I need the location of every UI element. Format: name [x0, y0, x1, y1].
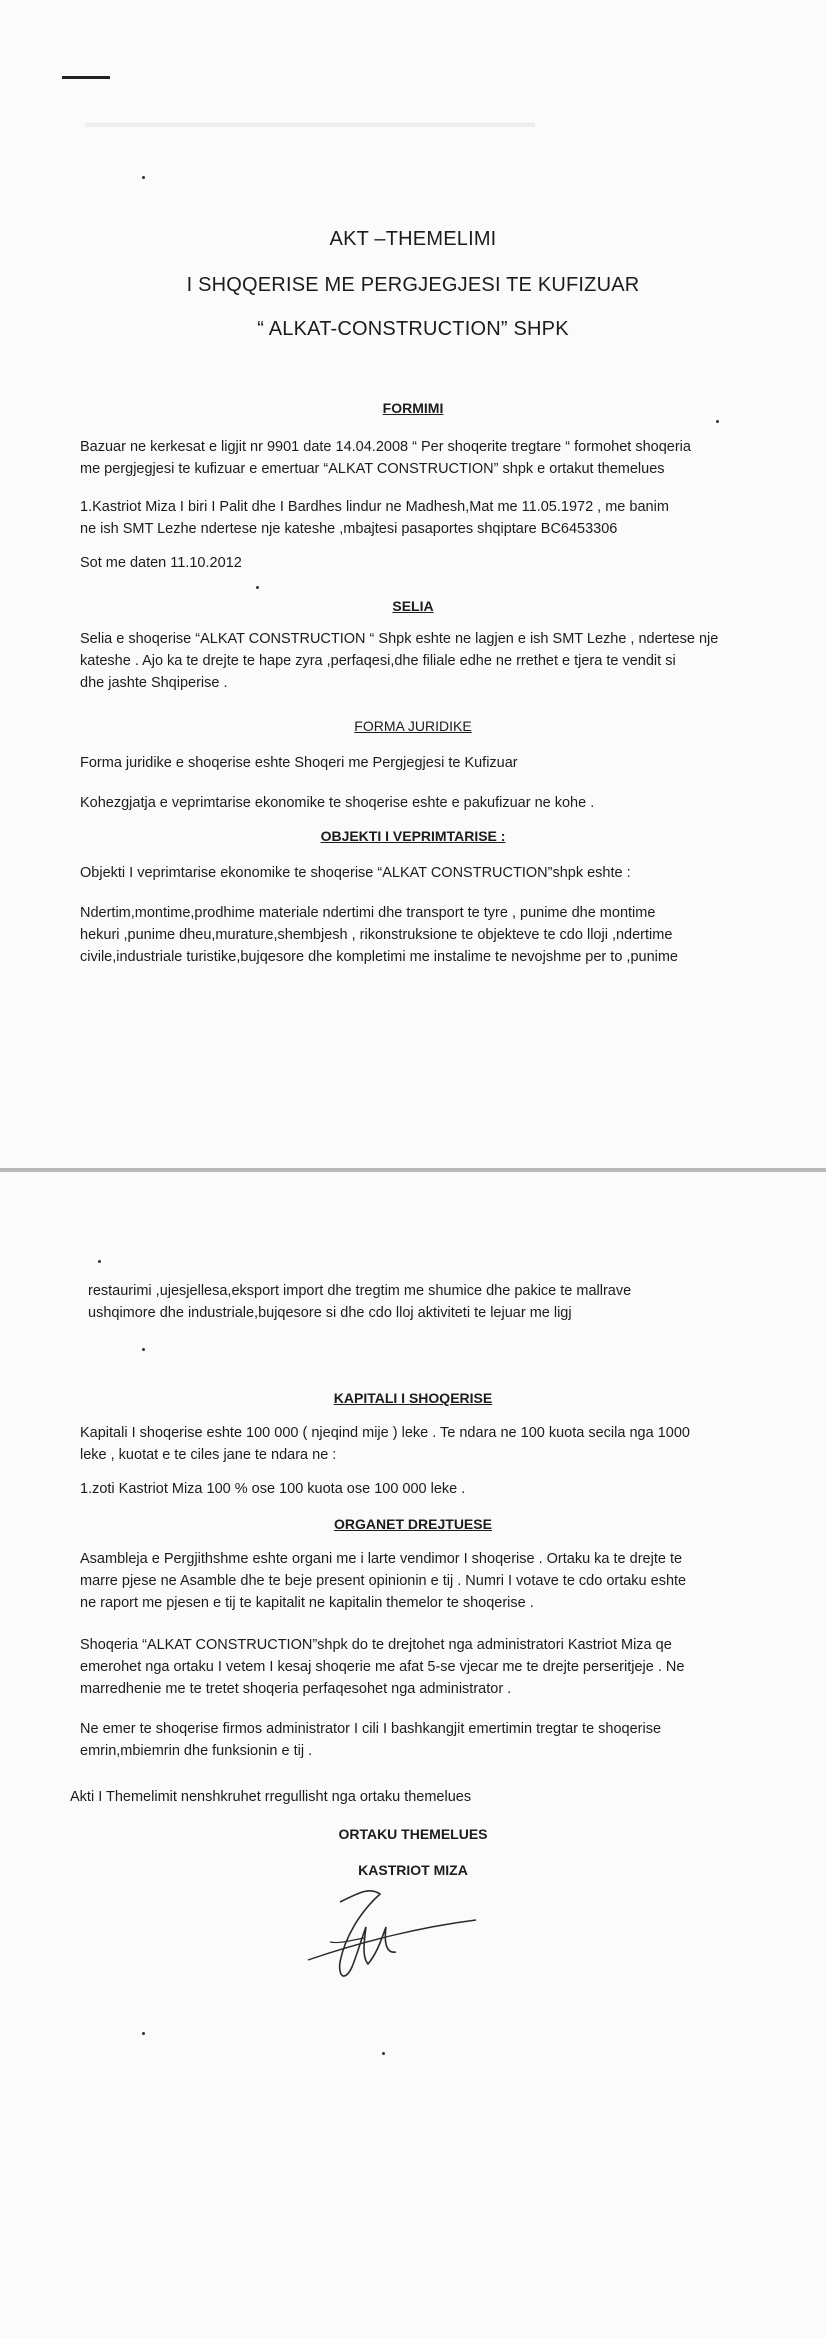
text-line: ushqimore dhe industriale,bujqesore si dhe cdo lloj aktiviteti te lejuar me ligj — [88, 1305, 572, 1321]
text-line: emerohet nga ortaku I vetem I kesaj shoqerie me afat 5-se vjecar me te drejte perseritjeje . Ne — [80, 1659, 685, 1675]
text-line: restaurimi ,ujesjellesa,eksport import dhe tregtim me shumice dhe pakice te mallrave — [88, 1283, 632, 1299]
scan-speck — [98, 1260, 101, 1263]
objekti-paragraph-2 — [80, 902, 748, 968]
formimi-paragraph-1 — [80, 436, 748, 480]
kapitali-paragraph-1 — [80, 1422, 748, 1466]
kapitali-heading: KAPITALI I SHOQERISE — [333, 1390, 493, 1406]
organet-paragraph-3 — [80, 1718, 748, 1762]
formimi-heading: FORMIMI — [382, 400, 444, 416]
document-page-2 — [0, 1172, 826, 2338]
objekti-heading: OBJEKTI I VEPRIMTARISE : — [320, 828, 506, 844]
text-line: hekuri ,punime dheu,murature,shembjesh , rikonstruksione te objekteve te cdo lloji ,ndertime — [80, 927, 673, 943]
text-line: Shoqeria “ALKAT CONSTRUCTION”shpk do te drejtohet nga administratori Kastriot Miza qe — [80, 1637, 672, 1653]
text-line: leke , kuotat e te ciles jane te ndara ne : — [80, 1447, 337, 1463]
text-line: Asambleja e Pergjithshme eshte organi me i larte vendimor I shoqerise . Ortaku ka te drejte te — [80, 1551, 683, 1567]
organet-heading: ORGANET DREJTUESE — [334, 1516, 492, 1532]
signature-graphic — [300, 1882, 480, 1992]
ortaku-heading: ORTAKU THEMELUES — [338, 1826, 488, 1842]
formimi-date: Sot me daten 11.10.2012 — [80, 555, 242, 571]
text-line: civile,industriale turistike,bujqesore dhe kompletimi me instalime te nevojshme per to ,punime — [80, 949, 678, 965]
document-page-1 — [0, 0, 826, 1168]
scan-speck — [256, 586, 259, 589]
text-line: dhe jashte Shqiperise . — [80, 675, 228, 691]
organet-paragraph-4: Akti I Themelimit nenshkruhet rregullisht nga ortaku themelues — [70, 1789, 472, 1805]
text-line: marre pjese ne Asamble dhe te beje present opinionin e tij . Numri I votave te cdo ortaku eshte — [80, 1573, 687, 1589]
ortaku-name: KASTRIOT MIZA — [358, 1862, 468, 1878]
forma-paragraph-2: Kohezgjatja e veprimtarise ekonomike te shoqerise eshte e pakufizuar ne kohe . — [80, 795, 595, 811]
pen-mark — [62, 76, 110, 79]
text-line: Bazuar ne kerkesat e ligjit nr 9901 date 14.04.2008 “ Per shoqerite tregtare “ formohet shoqeria — [80, 439, 691, 455]
text-line: Kapitali I shoqerise eshte 100 000 ( njeqind mije ) leke . Te ndara ne 100 kuota secila nga 1000 — [80, 1425, 690, 1441]
title-line-3: “ ALKAT-CONSTRUCTION” SHPK — [257, 318, 569, 340]
text-line: me pergjegjesi te kufizuar e emertuar “ALKAT CONSTRUCTION” shpk e ortakut themelues — [80, 461, 665, 477]
text-line: ne ish SMT Lezhe ndertese nje kateshe ,mbajtesi pasaportes shqiptare BC6453306 — [80, 521, 618, 537]
title-line-2: I SHQQERISE ME PERGJEGJESI TE KUFIZUAR — [186, 274, 640, 296]
forma-juridike-heading: FORMA JURIDIKE — [354, 718, 472, 734]
objekti-paragraph-1: Objekti I veprimtarise ekonomike te shoqerise “ALKAT CONSTRUCTION”shpk eshte : — [80, 865, 631, 881]
objekti-continuation — [88, 1280, 756, 1324]
scan-speck — [142, 2032, 145, 2035]
forma-paragraph-1: Forma juridike e shoqerise eshte Shoqeri me Pergjegjesi te Kufizuar — [80, 755, 518, 771]
text-line: Selia e shoqerise “ALKAT CONSTRUCTION “ Shpk eshte ne lagjen e ish SMT Lezhe , ndertese nje — [80, 631, 719, 647]
text-line: ne raport me pjesen e tij te kapitalit ne kapitalin themelor te shoqerise . — [80, 1595, 534, 1611]
text-line: Ne emer te shoqerise firmos administrator I cili I bashkangjit emertimin tregtar te shoqerise — [80, 1721, 662, 1737]
scan-speck — [382, 2052, 385, 2055]
text-line: kateshe . Ajo ka te drejte te hape zyra ,perfaqesi,dhe filiale edhe ne rrethet e tjera te vendit si — [80, 653, 676, 669]
selia-heading: SELIA — [392, 598, 434, 614]
text-line: emrin,mbiemrin dhe funksionin e tij . — [80, 1743, 313, 1759]
selia-paragraph — [80, 628, 748, 694]
title-line-1: AKT –THEMELIMI — [329, 228, 497, 250]
text-line: marredhenie me te tretet shoqeria perfaqesohet nga administrator . — [80, 1681, 512, 1697]
bleed-through-text: ▬▬▬▬▬▬▬▬▬▬▬▬▬▬▬▬▬▬▬▬▬▬▬▬▬▬▬▬▬▬ — [85, 114, 535, 131]
text-line: 1.Kastriot Miza I biri I Palit dhe I Bardhes lindur ne Madhesh,Mat me 11.05.1972 , me banim — [80, 499, 669, 515]
kapitali-paragraph-2: 1.zoti Kastriot Miza 100 % ose 100 kuota ose 100 000 leke . — [80, 1481, 466, 1497]
text-line: Ndertim,montime,prodhime materiale ndertimi dhe transport te tyre , punime dhe montime — [80, 905, 656, 921]
scan-speck — [142, 176, 145, 179]
scan-speck — [142, 1348, 145, 1351]
formimi-paragraph-2 — [80, 496, 748, 540]
organet-paragraph-1 — [80, 1548, 748, 1614]
scan-speck — [716, 420, 719, 423]
organet-paragraph-2 — [80, 1634, 748, 1700]
